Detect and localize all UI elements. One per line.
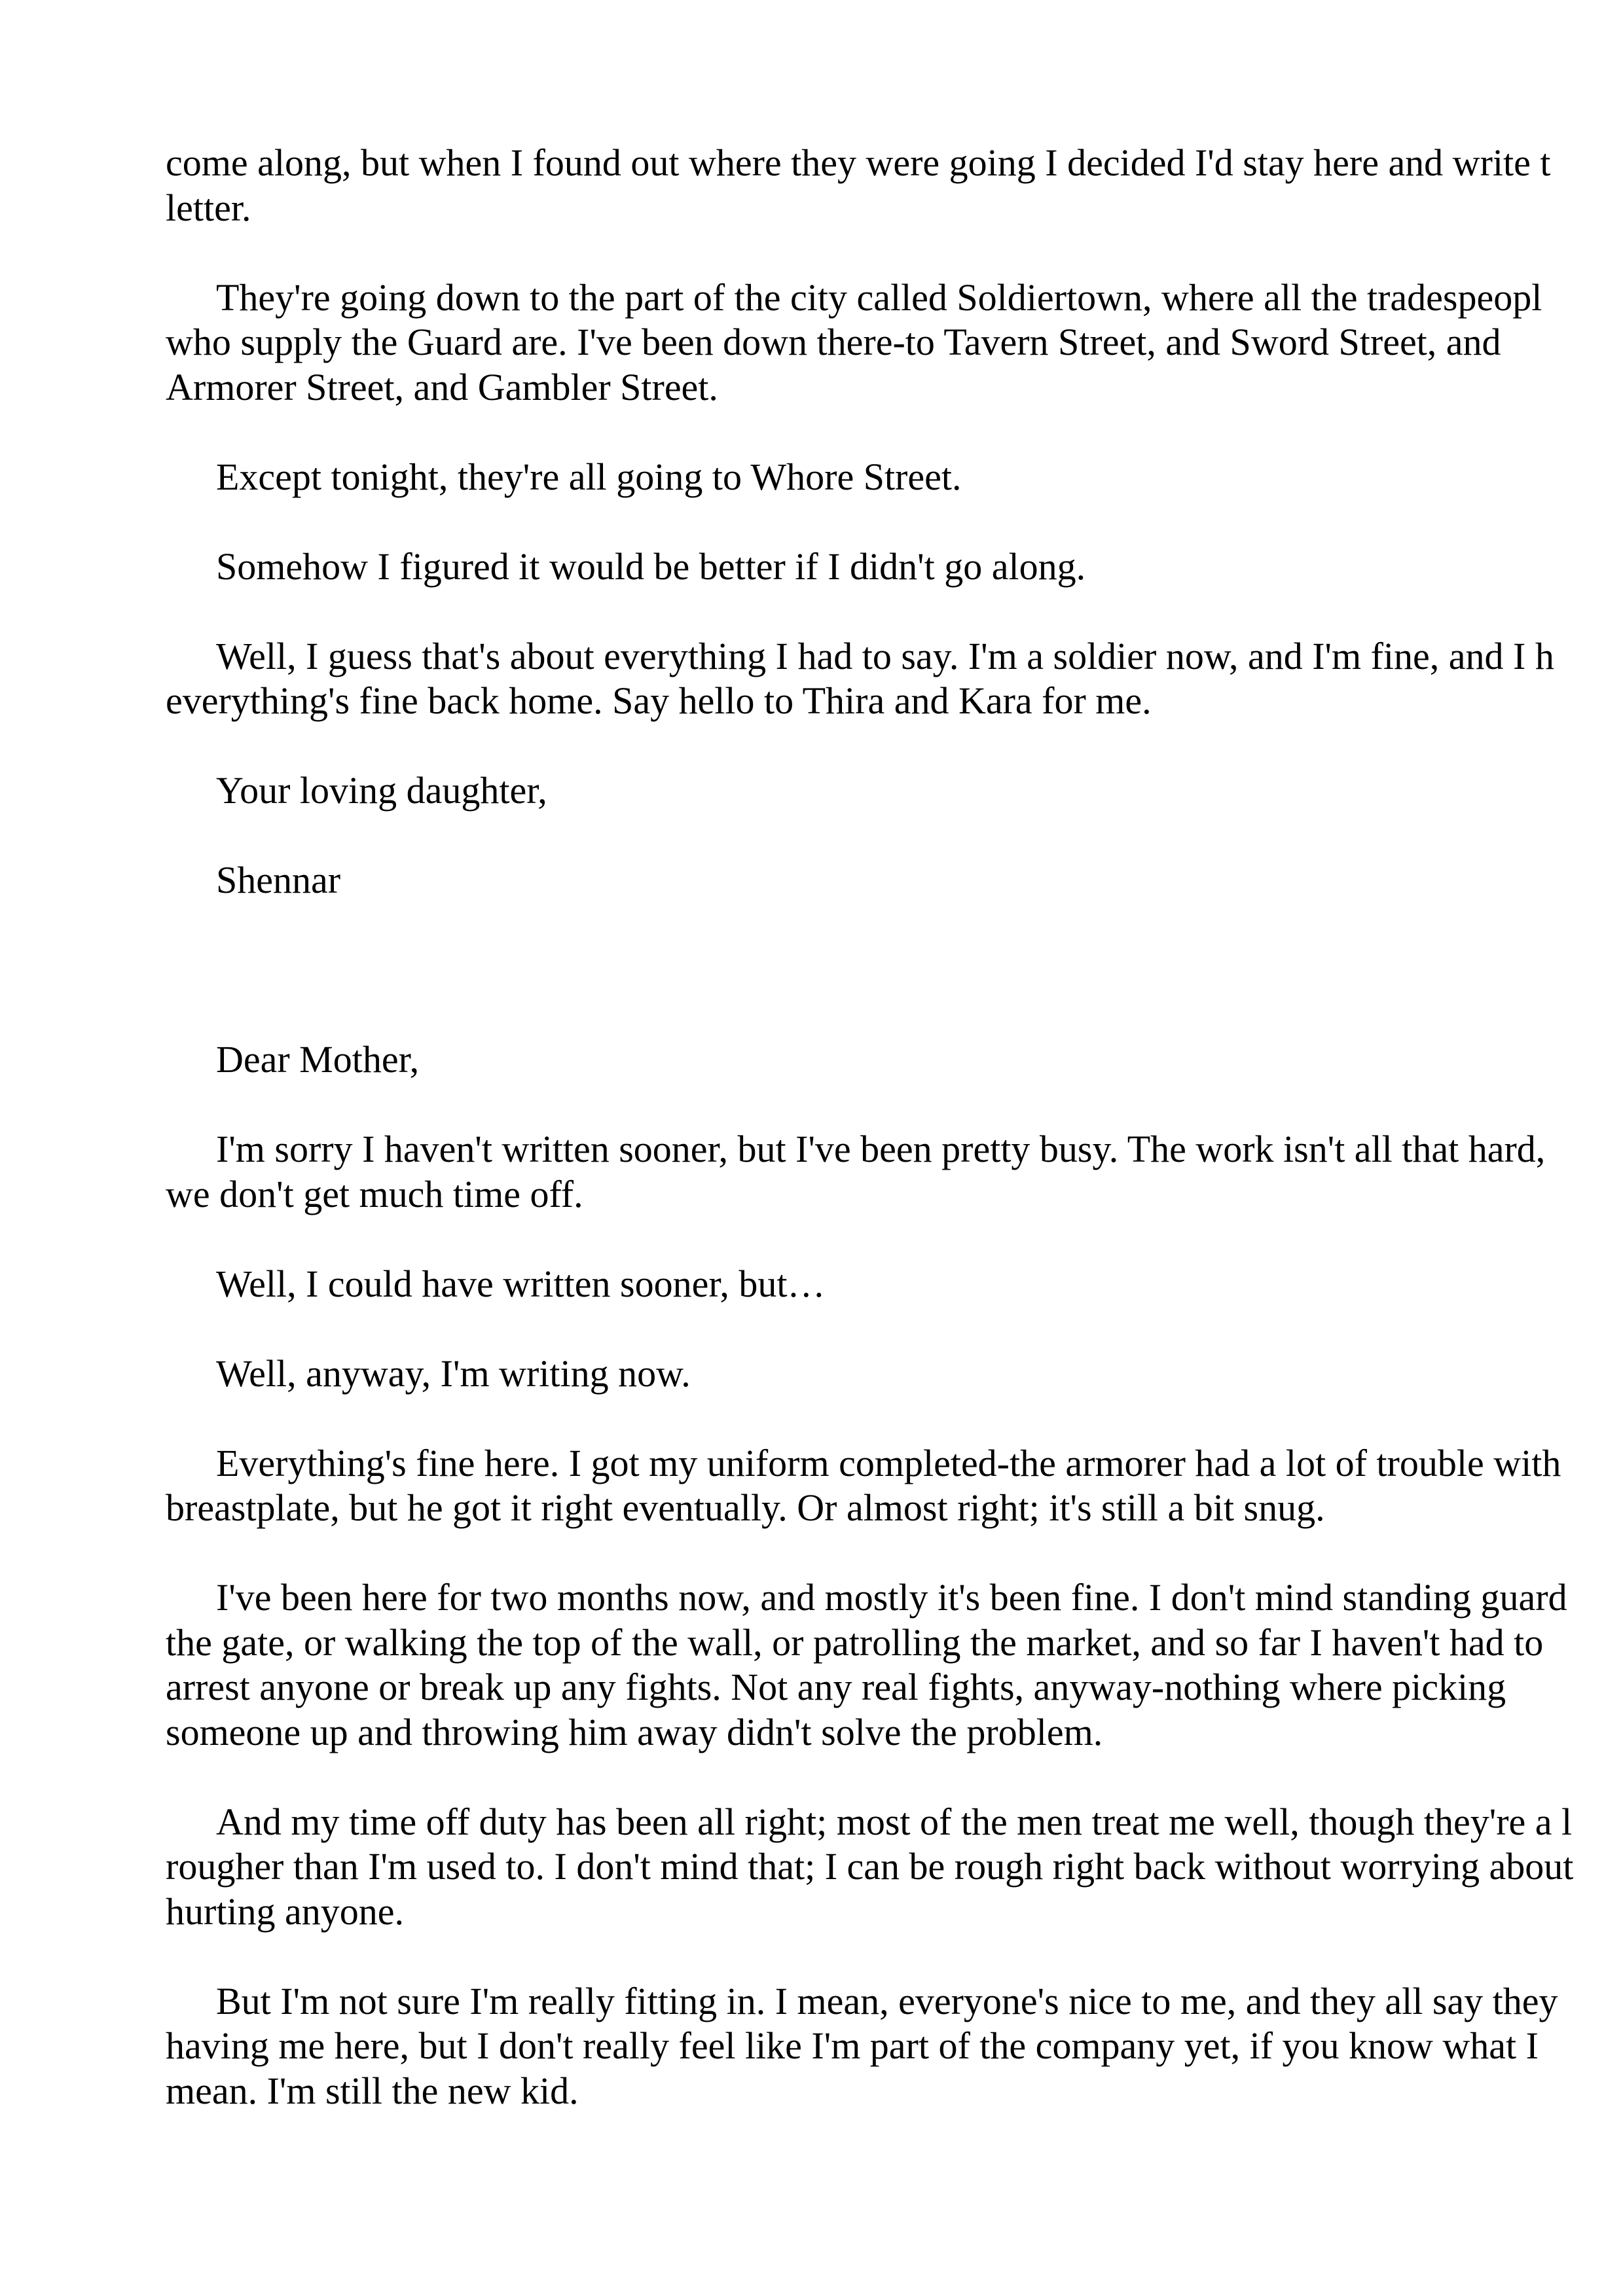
paragraph (166, 1262, 1623, 1307)
text-line: Except tonight, they're all going to Whore Street. (216, 455, 962, 498)
paragraph (166, 634, 1623, 724)
paragraph (166, 1800, 1623, 1935)
text-line: Somehow I figured it would be better if I didn't go along. (216, 545, 1086, 588)
paragraph (166, 1127, 1623, 1217)
paragraph (166, 1441, 1623, 1531)
signature (166, 858, 1623, 903)
text-column (166, 141, 1623, 2113)
paragraph (166, 1979, 1623, 2114)
paragraph (166, 276, 1623, 410)
text-line: And my time off duty has been all right; most of the men treat me well, though they're a l (216, 1800, 1573, 1843)
text-line: I've been here for two months now, and mostly it's been fine. I don't mind standing guard (216, 1576, 1567, 1619)
paragraph (166, 1352, 1623, 1397)
text-line: Well, I guess that's about everything I had to say. I'm a soldier now, and I'm fine, and I h (216, 634, 1554, 677)
closing-line: Your loving daughter, (216, 769, 547, 812)
text-line: breastplate, but he got it right eventually. Or almost right; it's still a bit snug. (166, 1486, 1325, 1529)
closing (166, 768, 1623, 814)
salutation (166, 1037, 1623, 1083)
text-line: we don't get much time off. (166, 1172, 583, 1215)
text-line: who supply the Guard are. I've been down there-to Tavern Street, and Sword Street, and (166, 321, 1501, 363)
signature-line: Shennar (216, 859, 341, 901)
text-line: everything's fine back home. Say hello to Thira and Kara for me. (166, 679, 1152, 722)
text-line: rougher than I'm used to. I don't mind that; I can be rough right back without worrying about (166, 1845, 1574, 1888)
paragraph (166, 1575, 1623, 1755)
text-line: Everything's fine here. I got my uniform completed-the armorer had a lot of trouble with (216, 1441, 1561, 1484)
text-line: But I'm not sure I'm really fitting in. I mean, everyone's nice to me, and they all say they (216, 1979, 1558, 2022)
text-line: I'm sorry I haven't written sooner, but I've been pretty busy. The work isn't all that hard, (216, 1128, 1546, 1170)
text-line: the gate, or walking the top of the wall, or patrolling the market, and so far I haven't had to (166, 1621, 1544, 1664)
text-line: arrest anyone or break up any fights. Not any real fights, anyway-nothing where picking (166, 1666, 1506, 1708)
paragraph (166, 141, 1623, 230)
text-line: hurting anyone. (166, 1890, 405, 1933)
text-line: mean. I'm still the new kid. (166, 2069, 579, 2112)
text-line: come along, but when I found out where they were going I decided I'd stay here and write t (166, 141, 1551, 184)
text-line: someone up and throwing him away didn't solve the problem. (166, 1710, 1103, 1753)
paragraph (166, 455, 1623, 500)
paragraph (166, 545, 1623, 590)
text-line: having me here, but I don't really feel like I'm part of the company yet, if you know what I (166, 2024, 1539, 2067)
text-line: Armorer Street, and Gambler Street. (166, 365, 718, 408)
salutation-line: Dear Mother, (216, 1038, 420, 1081)
text-line: Well, anyway, I'm writing now. (216, 1352, 691, 1395)
text-line: Well, I could have written sooner, but… (216, 1262, 826, 1305)
text-line: letter. (166, 186, 251, 229)
text-line: They're going down to the part of the city called Soldiertown, where all the tradespeopl (216, 276, 1542, 319)
